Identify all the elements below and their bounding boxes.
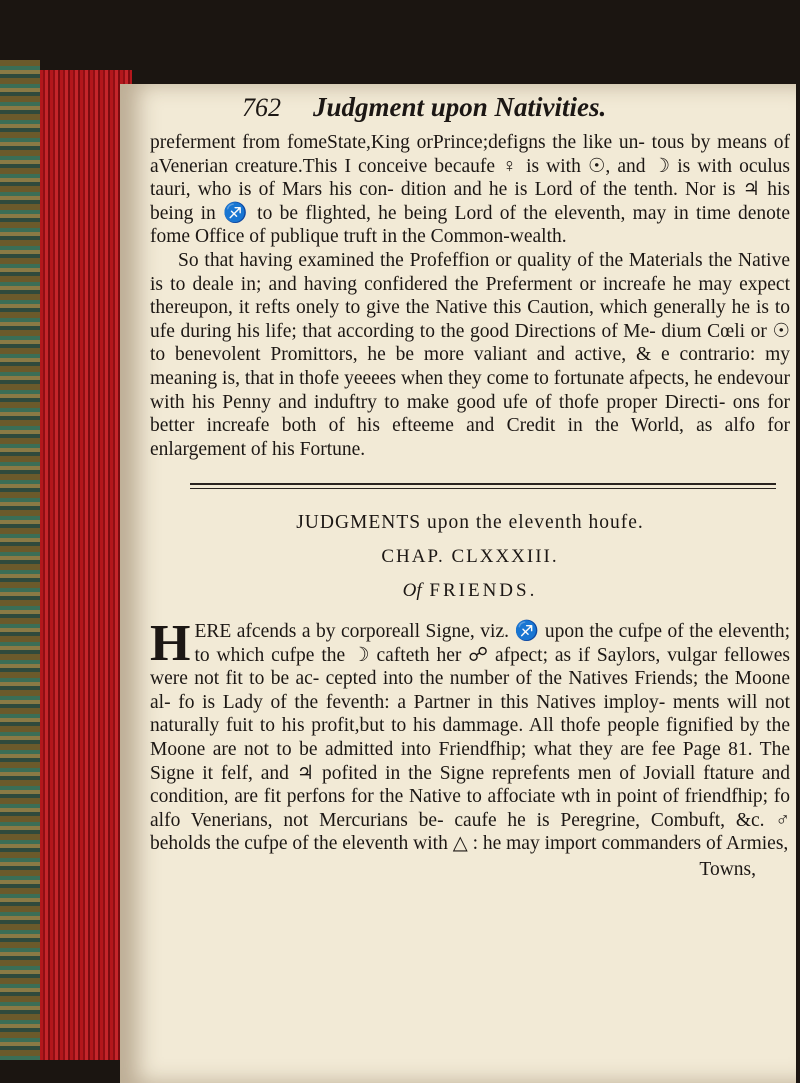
drop-cap: H bbox=[150, 615, 191, 673]
paragraph-3 bbox=[150, 615, 790, 856]
catchword: Towns, bbox=[699, 859, 756, 881]
paragraph-2: So that having examined the Profeffion or quality of the Materials the Native is to deale in; and having confidered the Preferment or increafe he may expect thereupon, it refts onely to give the Native this Caution, which generally he is to ufe during his life; that according to the good Directions of Me- dium Cœli or ☉ to benevolent Promittors, he be more valiant and active, & e contrario: my meaning is, that in thofe yeeees when they come to fortunate afpects, he endevour with his Penny and induftry to make good ufe of thofe proper Directi- ons for better increafe both of his efteeme and Credit in the World, as alfo for enlargement of his Fortune. bbox=[150, 249, 790, 460]
subject-title: FRIENDS. bbox=[429, 579, 538, 601]
chapter-heading: CHAP. CLXXXIII. bbox=[381, 545, 559, 567]
subject-heading bbox=[150, 579, 790, 603]
section-rule bbox=[190, 483, 776, 489]
page-content bbox=[150, 92, 790, 882]
paragraph-1: preferment from fomeState,King orPrince;defigns the like un- tous by means of aVenerian creature.This I conceive becaufe ♀ is with ☉, and ☽ is with oculus tauri, who is of Mars his con- dition and he is Lord of the tenth. Nor is ♃ his being in ♐ to be flighted, he being Lord of the eleventh, may in time denote fome Office of publique truft in the Common-wealth. bbox=[150, 132, 790, 248]
running-title: Judgment upon Nativities. bbox=[313, 92, 607, 122]
page-edge-red bbox=[40, 70, 132, 1060]
subject-of: Of bbox=[402, 579, 422, 601]
judgments-heading: JUDGMENTS upon the eleventh houfe. bbox=[296, 512, 644, 534]
running-header bbox=[242, 92, 790, 123]
paragraph-3-text: ERE afcends a by corporeall Signe, viz. ♐ upon the cufpe of the eleventh; to which cufpe the ☽ cafteth her ☍ afpect; as if Saylors, vulgar fellowes were not fit to be ac- cepted into the number of the Natives Friends; the Moone al- fo is Lady of the feventh: a Partner in this Natives imploy- ments will not naturally fuit to his profit,but to his dammage. All thofe people fignified by the Moone are not to be admitted into Friendfhip; what they are fee Page 81. The Signe it felf, and ♃ pofited in the Signe reprefents men of Joviall ftature and condition, are fit perfons for the Native to affociate wth in point of friendfhip; fo alfo Venerians, not Mercurians be- caufe he is Peregrine, Combuft, &c. ♂ beholds the cufpe of the eleventh with △ : he may import commanders of Armies, bbox=[150, 621, 790, 855]
page-number: 762 bbox=[242, 93, 281, 122]
page-edge-marbled bbox=[0, 60, 40, 1060]
